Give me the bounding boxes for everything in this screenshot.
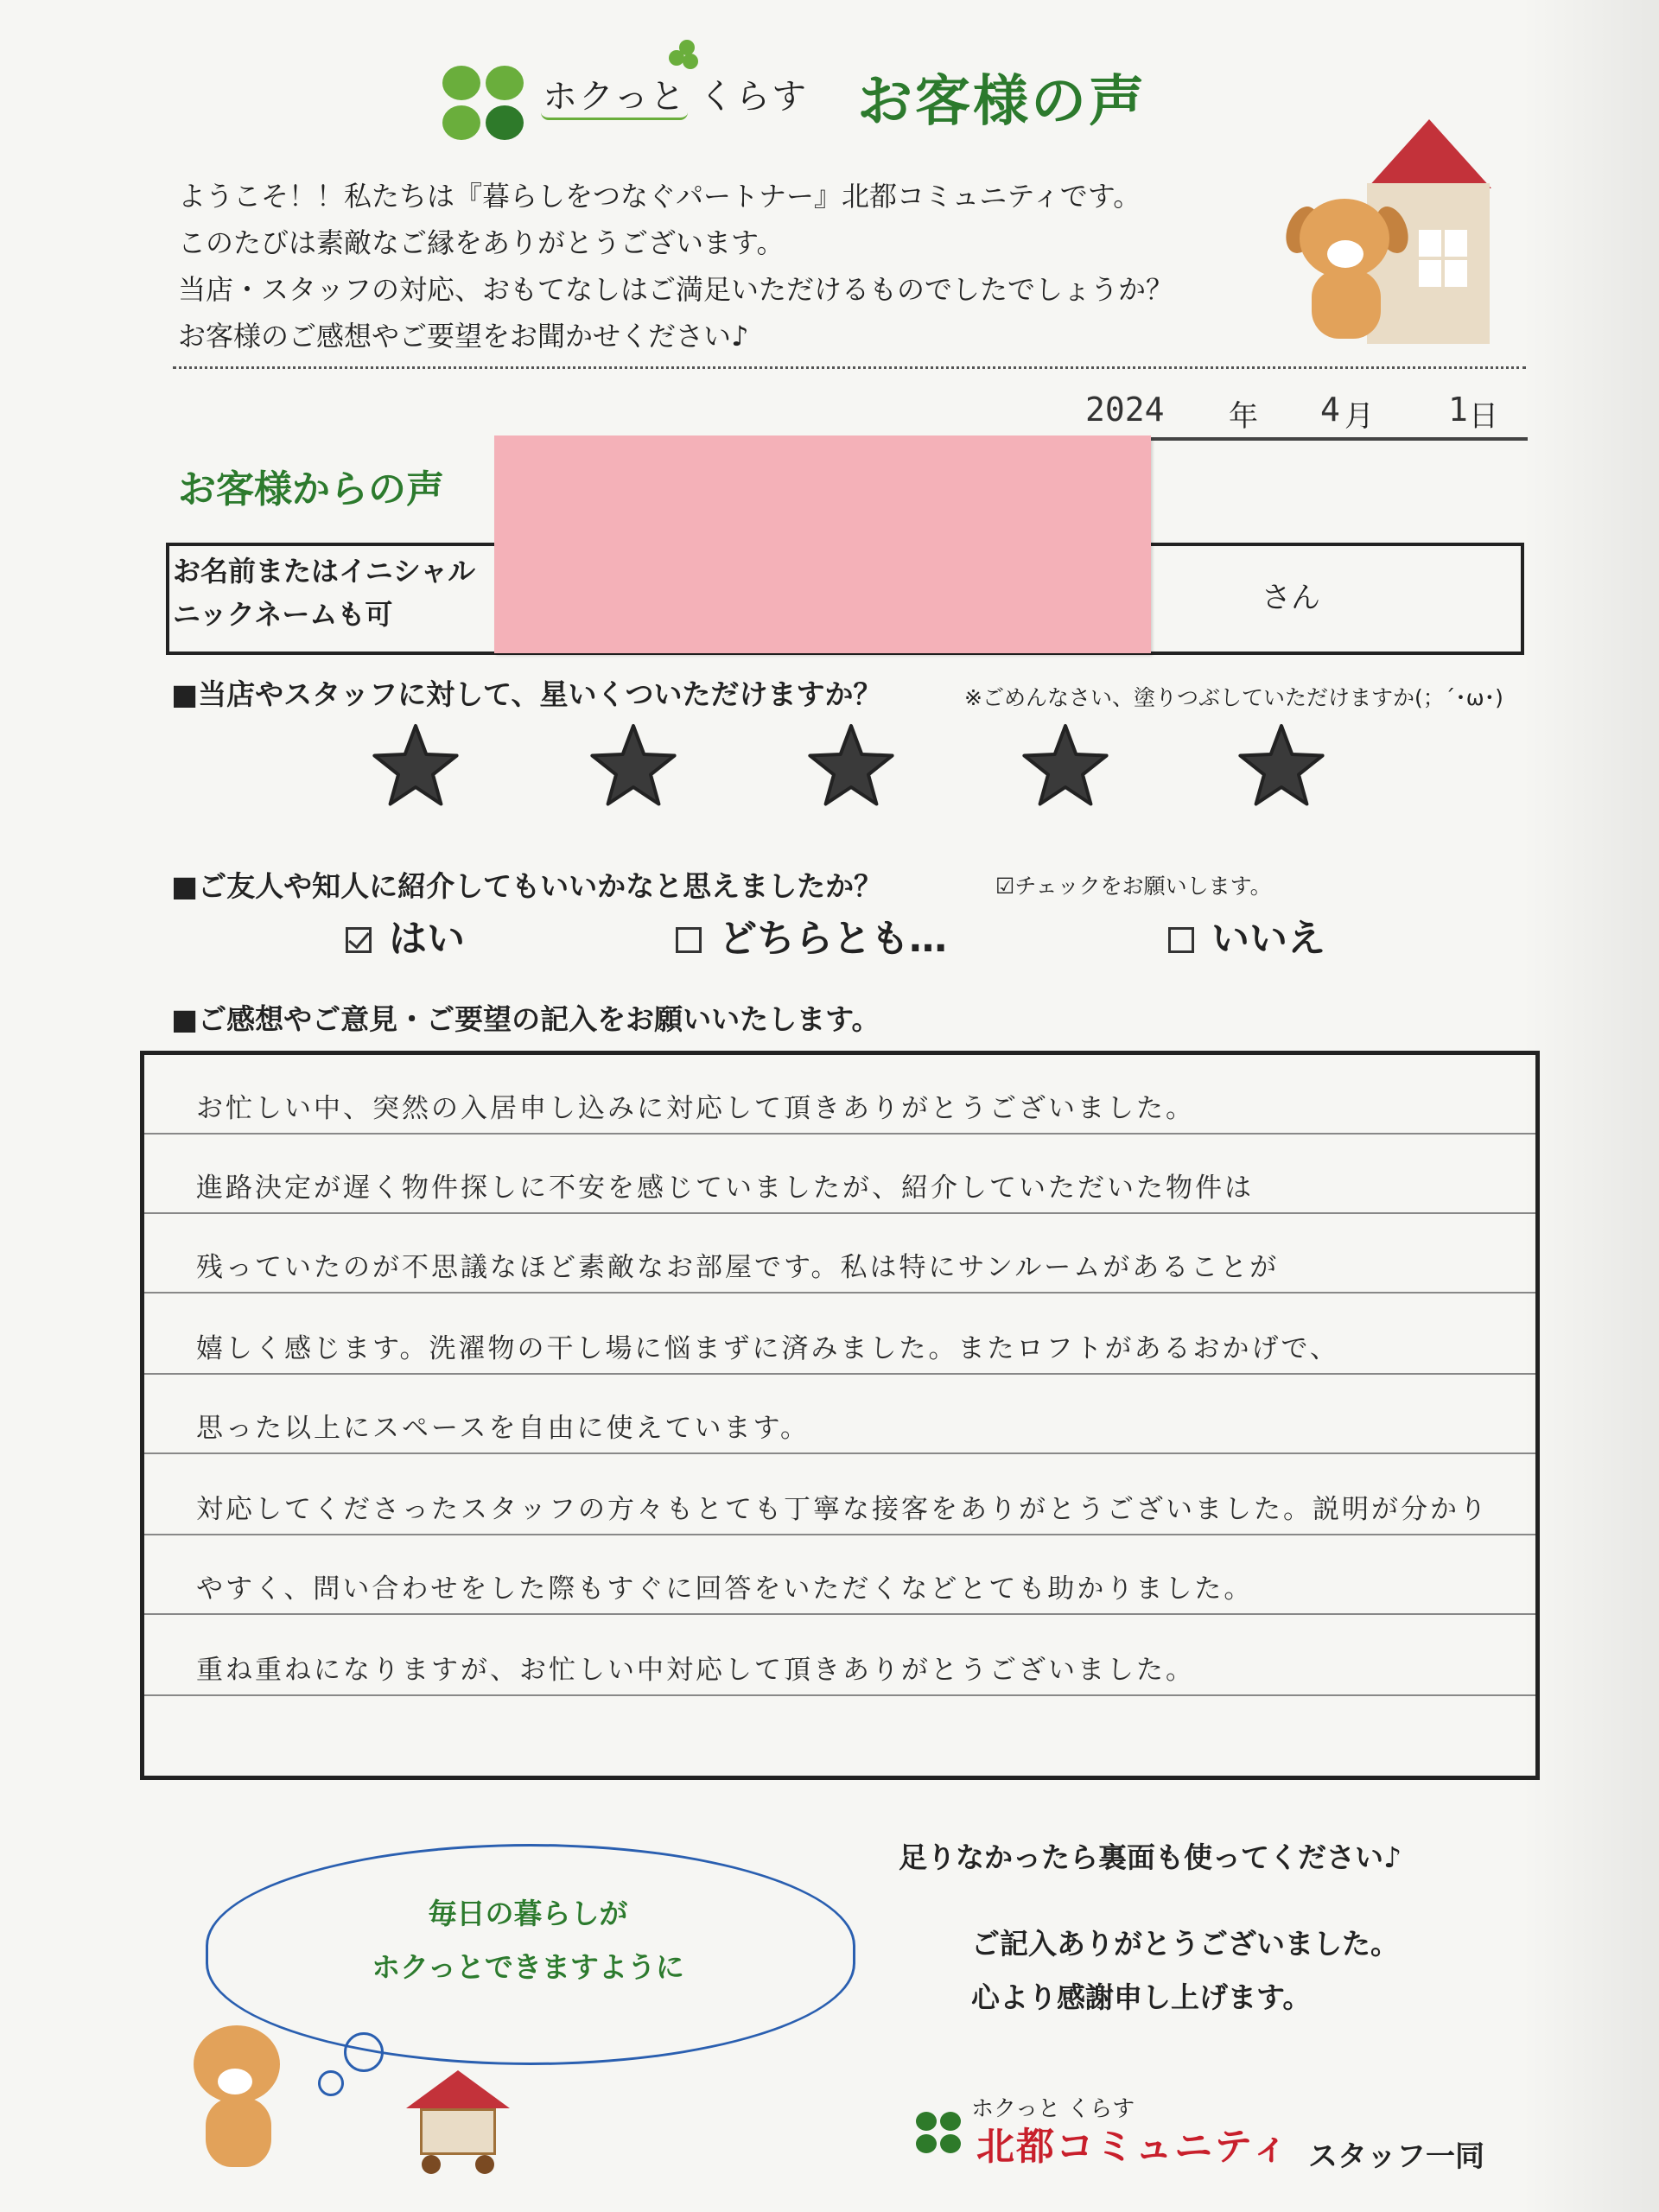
- cloud-line1: 毎日の暮らしが: [428, 1897, 628, 1930]
- house-cart-illustration: [406, 2070, 510, 2174]
- thanks-line1: ご記入ありがとうございました。: [971, 1927, 1399, 1961]
- intro-line: お客様のご感想やご要望をお聞かせください♪: [178, 320, 749, 353]
- thanks-line2: 心より感謝申し上げます。: [971, 1980, 1312, 2014]
- name-label-line2: ニックネームも可: [173, 598, 393, 631]
- thought-bubble-icon: [344, 2032, 384, 2072]
- comment-line: 対応してくださったスタッフの方々もとても丁寧な接客をありがとうございました。説明が分かり: [196, 1494, 1489, 1525]
- comment-line: 重ね重ねになりますが、お忙しい中対応して頂きありがとうございました。: [196, 1655, 1195, 1686]
- intro-line: このたびは素敵なご縁をありがとうございます。: [178, 226, 785, 259]
- comment-line: お忙しい中、突然の入居申し込みに対応して頂きありがとうございました。: [196, 1093, 1195, 1124]
- option-label: いいえ: [1211, 917, 1325, 961]
- comment-line: 思った以上にスペースを自由に使えています。: [196, 1413, 810, 1444]
- referral-note: ☑チェックをお願いします。: [995, 874, 1272, 899]
- star-icon[interactable]: [1234, 719, 1329, 814]
- thought-bubble-icon: [318, 2070, 344, 2096]
- ruled-line: [144, 1292, 1535, 1294]
- ruled-line: [144, 1534, 1535, 1535]
- star-icon[interactable]: [586, 719, 681, 814]
- customer-voice-heading: お客様からの声: [178, 467, 444, 512]
- house-window-illustration: [1419, 230, 1467, 287]
- clover-logo-icon: [442, 66, 532, 143]
- comment-line: 残っていたのが不思議なほど素敵なお部屋です。私は特にサンルームがあることが: [196, 1252, 1280, 1283]
- comment-line: 嬉しく感じます。洗濯物の干し場に悩まずに済みました。またロフトがあるおかげで、: [196, 1333, 1339, 1364]
- star-icon[interactable]: [1018, 719, 1113, 814]
- comment-line: やすく、問い合わせをした際もすぐに回答をいただくなどとても助かりました。: [196, 1573, 1254, 1605]
- comment-line: 進路決定が遅く物件探しに不安を感じていましたが、紹介していただいた物件は: [196, 1173, 1254, 1204]
- page-shadow: [1521, 0, 1659, 2212]
- date-month-unit: 月: [1344, 399, 1374, 434]
- dog-mascot-illustration: [178, 2025, 299, 2172]
- intro-text: [178, 173, 1293, 359]
- star-icon[interactable]: [804, 719, 899, 814]
- option-label: はい: [389, 917, 465, 961]
- cloud-line2: ホクっとできますように: [372, 1950, 684, 1984]
- option-neutral[interactable]: [676, 907, 947, 963]
- checkbox-icon[interactable]: [1168, 927, 1194, 953]
- honorific-label: さん: [1262, 581, 1320, 615]
- date-year-value: 2024: [1085, 391, 1165, 429]
- ruled-line: [144, 1373, 1535, 1375]
- dog-mascot-illustration: [1282, 190, 1412, 346]
- ruled-line: [144, 1452, 1535, 1454]
- brand-underline: [541, 112, 688, 120]
- ruled-line: [144, 1613, 1535, 1615]
- brand-name: ホクっと くらす: [543, 77, 809, 117]
- option-no[interactable]: [1168, 907, 1325, 963]
- date-month-value: 4: [1320, 391, 1340, 429]
- date-day-value: 1: [1448, 391, 1468, 429]
- footer-brand: ホクっと くらす: [971, 2096, 1135, 2122]
- rating-note: ※ごめんなさい、塗りつぶしていただけますか(；´･ω･): [964, 685, 1503, 710]
- ruled-line: [144, 1133, 1535, 1135]
- option-yes[interactable]: [346, 907, 465, 963]
- referral-question: ■ご友人や知人に紹介してもいいかなと思えましたか？: [171, 869, 883, 903]
- checkbox-icon[interactable]: [676, 927, 702, 953]
- star-icon[interactable]: [368, 719, 463, 814]
- name-field-label: [173, 550, 475, 636]
- dotted-divider: [173, 366, 1526, 369]
- option-label: どちらとも…: [719, 917, 947, 961]
- page-title: お客様の声: [857, 70, 1147, 134]
- date-year-unit: 年: [1229, 399, 1258, 434]
- house-roof-illustration: [1367, 119, 1491, 188]
- clover-logo-icon: [916, 2112, 966, 2157]
- cloud-message: [206, 1887, 850, 1994]
- ruled-line: [144, 1212, 1535, 1214]
- checkbox-checked-icon[interactable]: [346, 927, 372, 953]
- intro-line: 当店・スタッフの対応、おもてなしはご満足いただけるものでしたでしょうか？: [178, 273, 1174, 306]
- back-side-note: 足りなかったら裏面も使ってください♪: [899, 1840, 1402, 1874]
- staff-signoff: スタッフ一同: [1308, 2139, 1484, 2174]
- name-label-line1: お名前またはイニシャル: [173, 555, 476, 588]
- rating-question: ■当店やスタッフに対して、星いくついただけますか？: [171, 677, 882, 711]
- comments-box: [140, 1051, 1540, 1780]
- company-name: 北都コミュニティ: [976, 2125, 1291, 2169]
- comments-question: ■ご感想やご意見・ご要望の記入をお願いいたします。: [171, 1002, 880, 1036]
- intro-line: ようこそ！！私たちは『暮らしをつなぐパートナー』北都コミュニティです。: [178, 180, 1141, 213]
- ruled-line: [144, 1694, 1535, 1696]
- date-day-unit: 日: [1469, 399, 1498, 434]
- redaction-sticky-note: [494, 435, 1151, 653]
